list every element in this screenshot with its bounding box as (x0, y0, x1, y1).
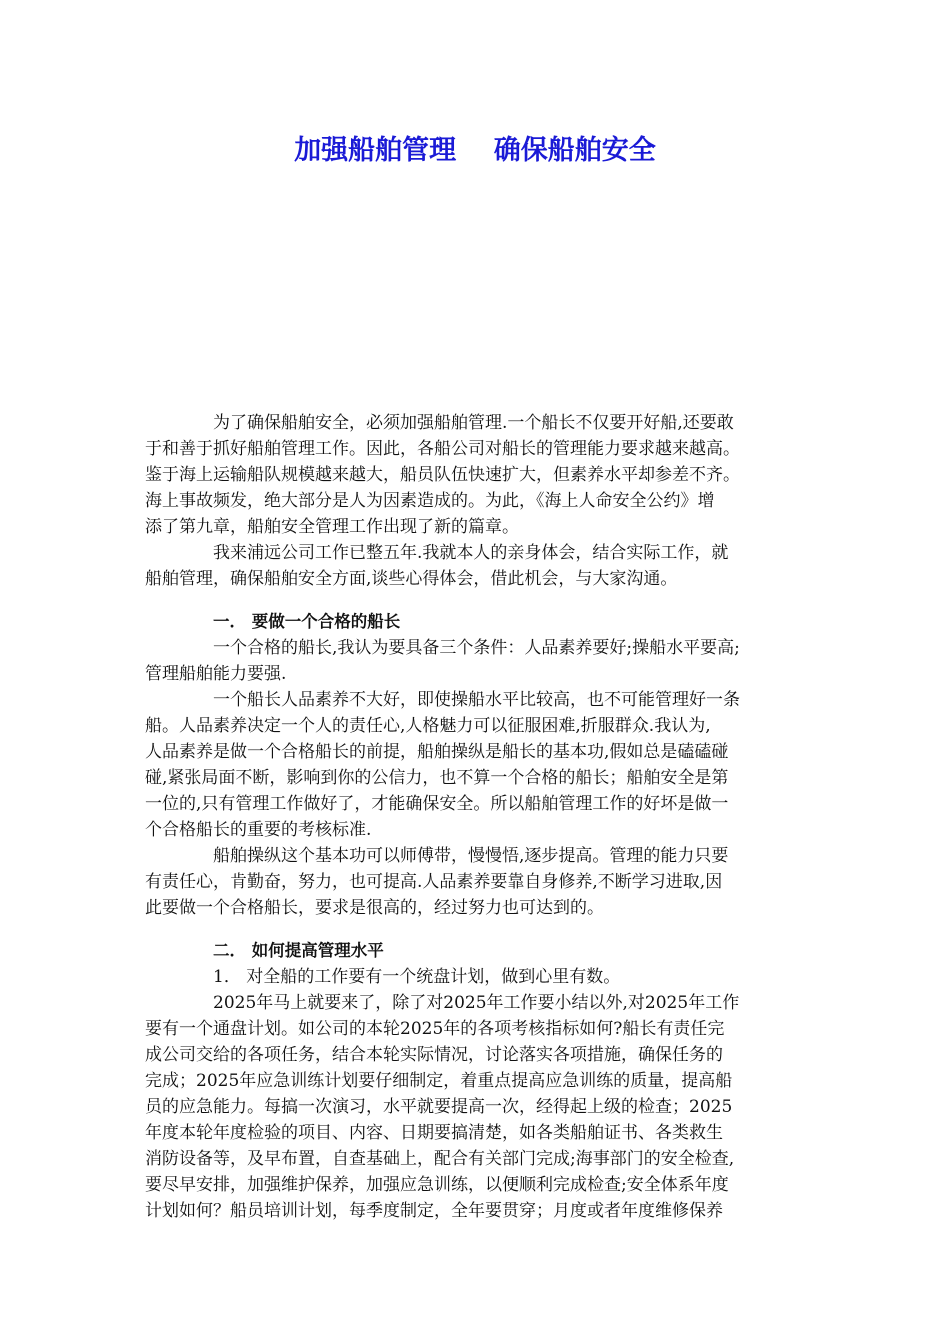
paragraph-line: 要尽早安排，加强维护保养，加强应急训练，以便顺利完成检查;安全体系年度 (145, 1175, 729, 1195)
paragraph-line: 计划如何？船员培训计划，每季度制定，全年要贯穿；月度或者年度维修保养 (145, 1201, 723, 1221)
paragraph-line: 船舶操纵这个基本功可以师傅带，慢慢悟,逐步提高。管理的能力只要 (213, 846, 729, 866)
section-heading: 一． 要做一个合格的船长 (213, 612, 401, 631)
paragraph-line: 添了第九章，船舶安全管理工作出现了新的篇章。 (145, 517, 519, 537)
paragraph-line: 碰,紧张局面不断，影响到你的公信力，也不算一个合格的船长；船舶安全是第 (145, 768, 729, 788)
paragraph-line: 海上事故频发，绝大部分是人为因素造成的。为此，《海上人命安全公约》增 (145, 491, 715, 511)
paragraph-line: 完成；2025年应急训练计划要仔细制定，着重点提高应急训练的质量，提高船 (145, 1071, 733, 1091)
paragraph-line: 我来浦远公司工作已整五年.我就本人的亲身体会，结合实际工作，就 (213, 543, 729, 563)
paragraph-line: 消防设备等，及早布置，自查基础上，配合有关部门完成;海事部门的安全检查, (145, 1149, 735, 1169)
section-heading: 二． 如何提高管理水平 (213, 941, 384, 960)
paragraph-line: 有责任心，肯勤奋，努力，也可提高.人品素养要靠自身修养,不断学习进取,因 (145, 872, 723, 892)
paragraph-line: 管理船舶能力要强. (145, 664, 287, 684)
paragraph-line: 要有一个通盘计划。如公司的本轮2025年的各项考核指标如何?船长有责任完 (145, 1019, 725, 1039)
paragraph-line: 船舶管理，确保船舶安全方面,谈些心得体会，借此机会，与大家沟通。 (145, 569, 678, 589)
paragraph-line: 成公司交给的各项任务，结合本轮实际情况，讨论落实各项措施，确保任务的 (145, 1045, 723, 1065)
list-item-heading: 1． 对全船的工作要有一个统盘计划，做到心里有数。 (213, 967, 621, 987)
document-title: 加强船舶管理 确保船舶安全 (294, 135, 656, 166)
paragraph-line: 年度本轮年度检验的项目、内容、日期要搞清楚，如各类船舶证书、各类救生 (145, 1123, 723, 1143)
paragraph-line: 一个船长人品素养不大好，即使操船水平比较高，也不可能管理好一条 (213, 690, 740, 710)
paragraph-line: 为了确保船舶安全，必须加强船舶管理.一个船长不仅要开好船,还要敢 (213, 413, 734, 433)
paragraph-line: 个合格船长的重要的考核标准. (145, 820, 372, 840)
paragraph-line: 员的应急能力。每搞一次演习，水平就要提高一次，经得起上级的检查；2025 (145, 1097, 733, 1117)
paragraph-line: 一个合格的船长,我认为要具备三个条件：人品素养要好;操船水平要高; (213, 638, 740, 658)
paragraph-line: 于和善于抓好船舶管理工作。因此，各船公司对船长的管理能力要求越来越高。 (145, 439, 740, 459)
paragraph-line: 鉴于海上运输船队规模越来越大，船员队伍快速扩大，但素养水平却参差不齐。 (145, 465, 740, 485)
paragraph-line: 一位的,只有管理工作做好了，才能确保安全。所以船舶管理工作的好坏是做一 (145, 794, 729, 814)
paragraph-line: 船。人品素养决定一个人的责任心,人格魅力可以征服困难,折服群众.我认为, (145, 716, 711, 736)
paragraph-line: 此要做一个合格船长，要求是很高的，经过努力也可达到的。 (145, 898, 604, 918)
paragraph-line: 2025年马上就要来了，除了对2025年工作要小结以外,对2025年工作 (213, 993, 740, 1013)
paragraph-line: 人品素养是做一个合格船长的前提，船舶操纵是船长的基本功,假如总是磕磕碰 (145, 742, 729, 762)
